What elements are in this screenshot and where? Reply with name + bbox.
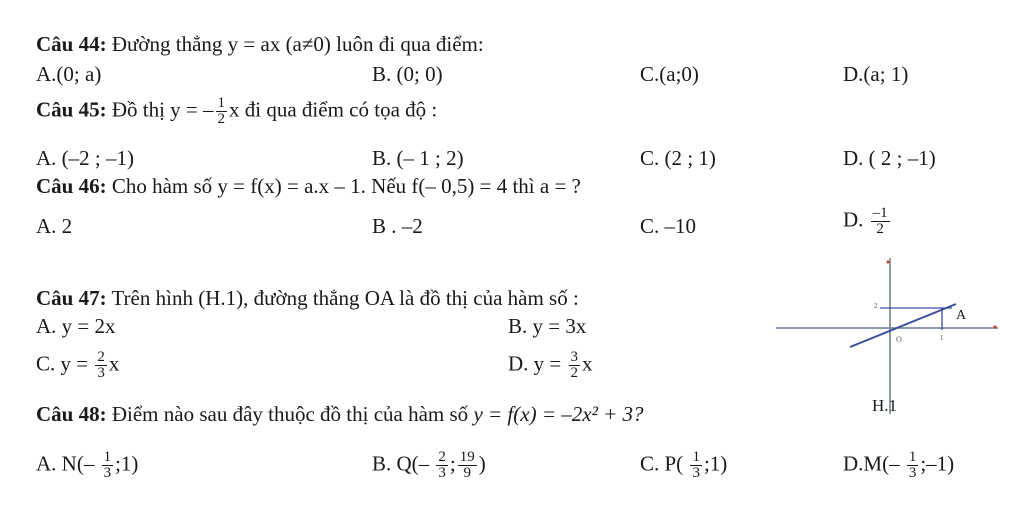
option-suffix: ;1) [703, 451, 728, 476]
option-prefix: A. N(– [36, 451, 95, 476]
option-a[interactable]: A.(0; a) [36, 62, 102, 86]
question-text: Điểm nào sau đây thuộc đồ thị của hàm số [111, 402, 469, 426]
fraction [436, 450, 448, 481]
figure-h1 [776, 256, 1006, 416]
numerator: 1 [908, 449, 917, 465]
fraction [871, 206, 890, 237]
tick-label-y: 2 [874, 302, 878, 310]
denominator: 3 [692, 465, 700, 481]
figure-caption: H.1 [872, 396, 898, 415]
function-expression: y = f(x) = –2x² + 3? [473, 402, 644, 426]
question-text: Đồ thị y = – [111, 97, 214, 122]
option-b[interactable] [372, 450, 486, 481]
option-suffix: x [582, 351, 593, 376]
numerator: –1 [872, 205, 888, 221]
option-d[interactable]: D.(a; 1) [843, 62, 909, 86]
option-prefix: C. y = [36, 351, 89, 376]
option-suffix: ) [478, 451, 486, 476]
option-prefix: C. P( [640, 451, 684, 476]
question-47 [36, 286, 579, 311]
question-text-cont: 0) luôn đi qua điểm: [313, 32, 484, 56]
option-suffix: ;1) [115, 451, 139, 476]
fraction [102, 450, 114, 481]
option-d[interactable] [508, 350, 593, 381]
question-45 [36, 96, 437, 127]
fraction [690, 450, 702, 481]
question-text: Trên hình (H.1), đường thẳng OA là đồ thị của hàm số : [111, 286, 579, 310]
tick-label-x: 1 [940, 334, 944, 342]
option-prefix: D. [843, 207, 864, 232]
option-suffix: x [108, 351, 120, 376]
option-c[interactable]: C. (2 ; 1) [640, 146, 716, 170]
fraction [216, 96, 228, 127]
option-b[interactable]: B. (0; 0) [372, 62, 443, 86]
option-prefix: D. y = [508, 351, 562, 376]
numerator: 1 [217, 95, 226, 111]
label-a: A [956, 308, 967, 323]
option-b[interactable]: B . –2 [372, 214, 423, 238]
option-a[interactable] [36, 450, 138, 481]
option-prefix: B. Q(– [372, 451, 430, 476]
option-suffix: ;–1) [920, 451, 955, 476]
numerator: 19 [459, 449, 475, 465]
axis-arrow-y-icon [887, 261, 890, 264]
numerator: 2 [438, 449, 446, 465]
question-text: Đường thẳng y = ax (a [111, 32, 302, 56]
option-a[interactable]: A. y = 2x [36, 314, 116, 338]
denominator: 3 [97, 365, 105, 381]
fraction [458, 450, 477, 481]
option-c[interactable] [36, 350, 119, 381]
denominator: 3 [438, 465, 446, 481]
question-text-cont: x đi qua điểm có tọa độ : [229, 97, 438, 122]
denominator: 3 [908, 465, 917, 481]
numerator: 1 [692, 449, 700, 465]
denominator: 3 [103, 465, 112, 481]
not-equal-symbol: ≠ [301, 32, 314, 56]
question-number: Câu 48: [36, 402, 107, 426]
question-text: Cho hàm số y = f(x) = a.x – 1. Nếu f(– 0,5) = 4 thì a = ? [111, 174, 581, 198]
option-d[interactable] [843, 206, 892, 237]
question-number: Câu 44: [36, 32, 107, 56]
denominator: 9 [463, 465, 472, 481]
numerator: 3 [570, 349, 579, 365]
question-44 [36, 32, 484, 57]
option-b[interactable]: B. (– 1 ; 2) [372, 146, 464, 170]
option-b[interactable]: B. y = 3x [508, 314, 587, 338]
denominator: 2 [876, 221, 884, 237]
denominator: 2 [217, 111, 226, 127]
numerator: 2 [97, 349, 105, 365]
fraction [95, 350, 107, 381]
option-prefix: D.M(– [843, 451, 900, 476]
axis-arrow-x-icon [994, 326, 997, 329]
denominator: 2 [570, 365, 579, 381]
question-46 [36, 174, 581, 199]
question-number: Câu 45: [36, 97, 107, 122]
question-48 [36, 402, 644, 427]
question-number: Câu 47: [36, 286, 107, 310]
numerator: 1 [103, 449, 112, 465]
option-a[interactable]: A. (–2 ; –1) [36, 146, 134, 170]
fraction [569, 350, 581, 381]
fraction [907, 450, 919, 481]
label-o: O [896, 335, 902, 344]
separator: ; [449, 451, 456, 476]
option-d[interactable] [843, 450, 954, 481]
option-d[interactable]: D. ( 2 ; –1) [843, 146, 936, 170]
option-c[interactable] [640, 450, 727, 481]
option-c[interactable]: C.(a;0) [640, 62, 699, 86]
option-a[interactable]: A. 2 [36, 214, 73, 238]
option-c[interactable]: C. –10 [640, 214, 697, 238]
question-number: Câu 46: [36, 174, 107, 198]
